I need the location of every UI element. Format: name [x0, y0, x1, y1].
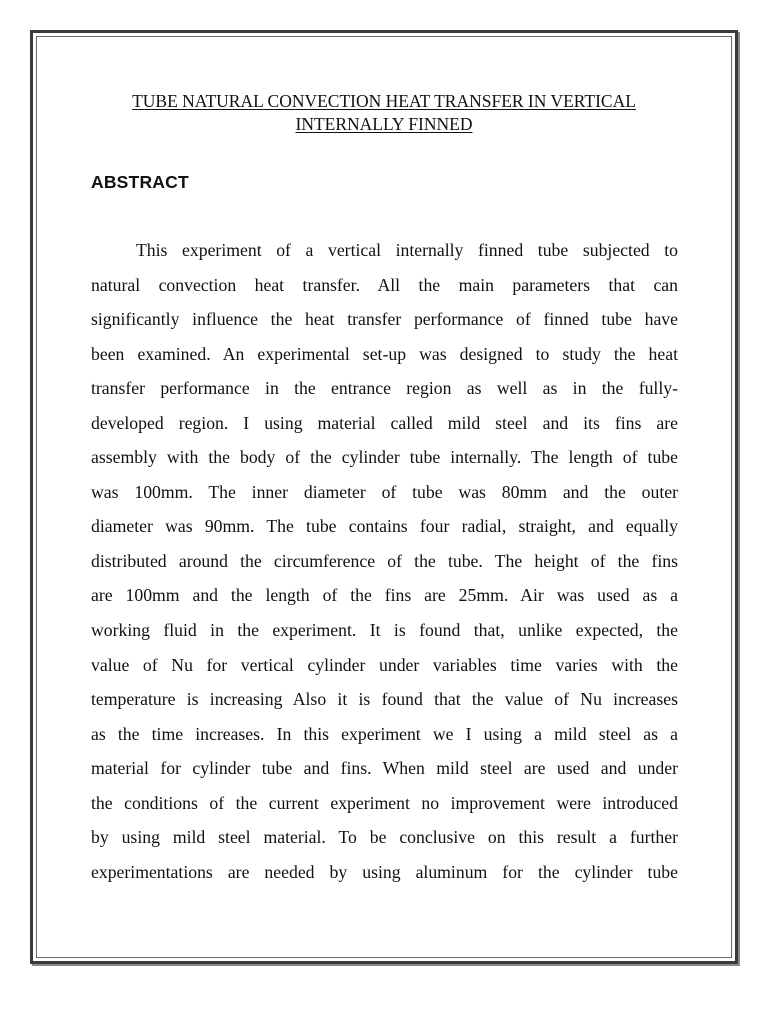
abstract-line: been examined. An experimental set-up was designed to study the heat	[91, 343, 678, 364]
abstract-line: distributed around the circumference of the tube. The height of the fins	[91, 550, 678, 571]
abstract-line: material for cylinder tube and fins. When mild steel are used and under	[91, 758, 678, 779]
abstract-line: transfer performance in the entrance region as well as in the fully-	[91, 378, 678, 399]
abstract-line: This experiment of a vertical internally finned tube subjected to	[136, 240, 678, 260]
abstract-line: was 100mm. The inner diameter of tube was 80mm and the outer	[91, 481, 678, 502]
document-title	[60, 90, 708, 136]
abstract-paragraph	[91, 236, 678, 892]
abstract-line: as the time increases. In this experiment we I using a mild steel as a	[91, 723, 678, 744]
abstract-line: temperature is increasing Also it is found that the value of Nu increases	[91, 689, 678, 710]
title-line-1: TUBE NATURAL CONVECTION HEAT TRANSFER IN VERTICAL	[132, 91, 636, 111]
abstract-line: significantly influence the heat transfer performance of finned tube have	[91, 309, 678, 330]
abstract-line: assembly with the body of the cylinder tube internally. The length of tube	[91, 447, 678, 468]
abstract-line: natural convection heat transfer. All the main parameters that can	[91, 274, 678, 295]
abstract-line: diameter was 90mm. The tube contains four radial, straight, and equally	[91, 516, 678, 537]
abstract-line: are 100mm and the length of the fins are 25mm. Air was used as a	[91, 585, 678, 606]
abstract-line: experimentations are needed by using aluminum for the cylinder tube	[91, 861, 678, 882]
abstract-line: developed region. I using material called mild steel and its fins are	[91, 412, 678, 433]
abstract-line: the conditions of the current experiment no improvement were introduced	[91, 792, 678, 813]
abstract-line: value of Nu for vertical cylinder under variables time varies with the	[91, 654, 678, 675]
section-heading-abstract: ABSTRACT	[91, 172, 189, 192]
abstract-line: working fluid in the experiment. It is found that, unlike expected, the	[91, 620, 678, 641]
abstract-line: by using mild steel material. To be conclusive on this result a further	[91, 827, 678, 848]
title-line-2: INTERNALLY FINNED	[295, 114, 473, 134]
